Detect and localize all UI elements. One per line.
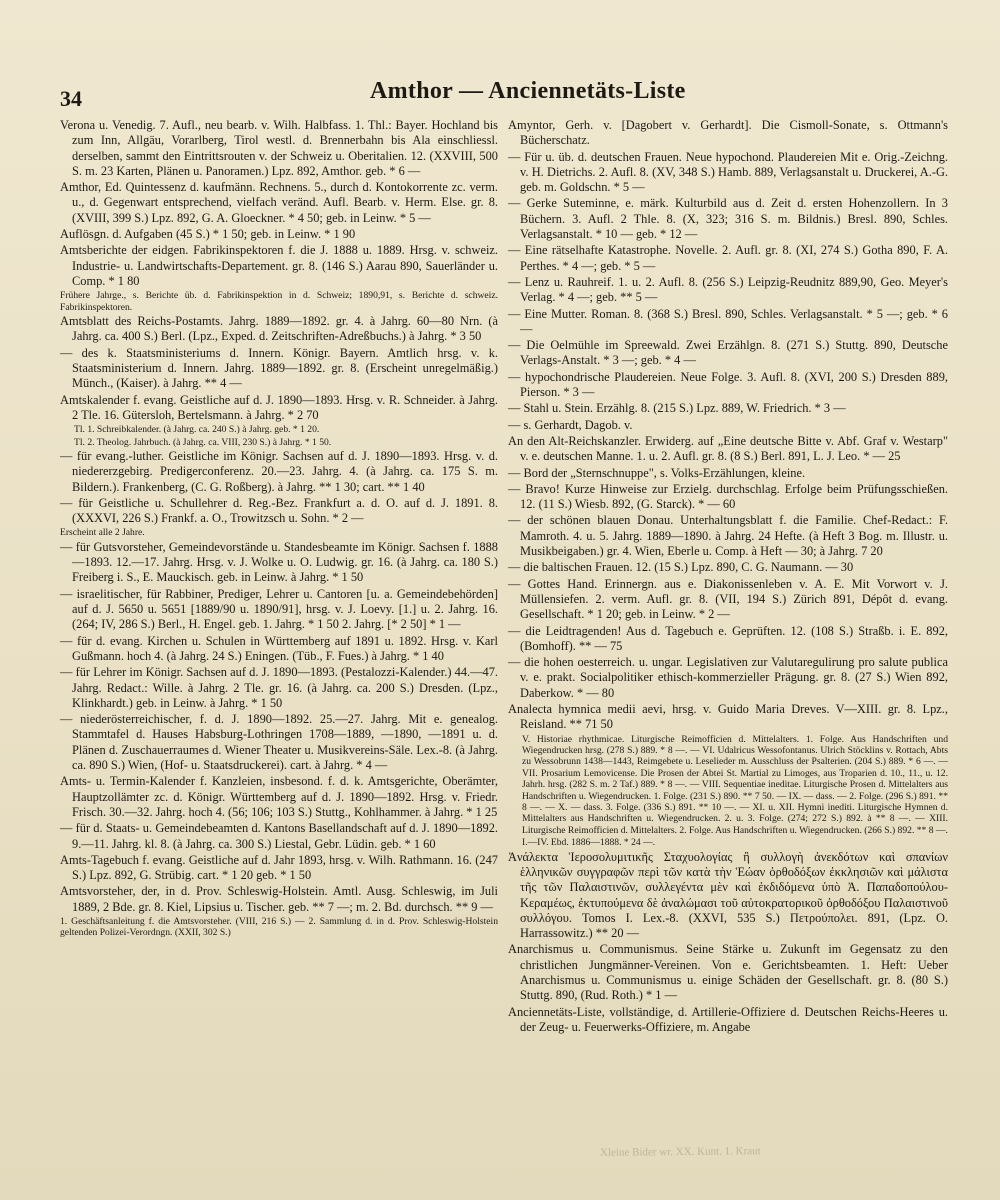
page-number: 34 (60, 86, 82, 111)
entry: — Für u. üb. d. deutschen Frauen. Neue hypochond. Plaudereien Mit e. Orig.-Zeichng. v. H. Dietrichs. 2. Aufl. 8. (XV, 348 S.) Hamb. 889, Verlagsanstalt u. Druckerei, A.-G. geb. m. Goldschn. * 5 — (508, 149, 948, 195)
entry: — für Gutsvorsteher, Gemeindevorstände u. Standesbeamte im Königr. Sachsen f. 1888—1893. 12.—17. Jahrg. Hrsg. v. J. Wolke u. O. Ludwig. gr. 16. (à Jahrg. ca. 180 S.) Freiberg i. S., E. Mauckisch. geb. in Leinw. à Jahrg. * 1 50 (60, 539, 498, 585)
entry: — die hohen oesterreich. u. ungar. Legislativen zur Valutaregulirung pro salute publica v. e. prakt. Socialpolitiker ethisch-kommerzieller Prägung. gr. 8. (27 S.) Wien 892, Daberkow. * — 80 (508, 655, 948, 700)
right-column (508, 118, 948, 1036)
entry: — Gottes Hand. Erinnergn. aus e. Diakonissenleben v. A. E. Mit Vorwort v. J. Müllensiefen. 2. verm. Aufl. gr. 8. (VII, 194 S.) Zürich 891, Dépôt d. evang. Gesellschaft. * 1 20; geb. in Leinw. * 2 — (508, 576, 948, 622)
entry: — Stahl u. Stein. Erzählg. 8. (215 S.) Lpz. 889, W. Friedrich. * 3 — (508, 401, 846, 416)
entry: Ἀνάλεκτα Ἱεροσολυμιτικῆς Σταχυολογίας ἢ συλλογὴ ἀνεκδότων καὶ σπανίων ἑλληνικῶν συγγραφῶν περὶ τῶν κατὰ τὴν Ἑώαν ὀρθοδόξων ἐκκλησιῶν καὶ μάλιστα τῆς τῶν Παλαιστινῶν, συλλεγέντα μὲν καὶ ἐκδιδόμενα ὑπὸ Ἀ. Παπαδοπούλου-Κεραμέως, ἐκτυπούμενα δὲ ἀναλώμασι τοῦ αὐτοκρατορικοῦ ὀρθοδόξου Παλαιστινοῦ συλλόγου. Tomos I. Lex.-8. (XXVI, 535 S.) Πετρούπολει. 891, (Lpz. O. Harrassowitz.) ** 20 — (508, 849, 948, 941)
entry: Amthor, Ed. Quintessenz d. kaufmänn. Rechnens. 5., durch d. Kontokorrente zc. verm. u., d. Gegenwart entsprechend, vielfach veränd. Aufl. Bearb. v. Herm. Else. gr. 8. (XVIII, 399 S.) Lpz. 892, G. A. Gloeckner. * 4 50; geb. in Leinw. * 5 — (60, 180, 498, 225)
footnote: Tl. 1. Schreibkalender. (à Jahrg. ca. 240 S.) à Jahrg. geb. * 1 20. (74, 424, 320, 436)
entry: — für Lehrer im Königr. Sachsen auf d. J. 1890—1893. (Pestalozzi-Kalender.) 44.—47. Jahrg. Redact.: Wille. à Jahrg. 2 Tle. gr. 16. (à Jahrg. ca. 200 S.) Dresden. (Lpz., Klinkhardt.) geb. in Leinw. à Jahrg. * 1 50 (60, 665, 498, 710)
entry: Amtsberichte der eidgen. Fabrikinspektoren f. die J. 1888 u. 1889. Hrsg. v. schweiz. Industrie- u. Landwirtschafts-Departement. gr. 8. (146 S.) Aarau 890, Sauerländer u. Comp. * 1 80 (60, 243, 498, 288)
entry: — Die Oelmühle im Spreewald. Zwei Erzählgn. 8. (271 S.) Stuttg. 890, Deutsche Verlags-Anstalt. * 3 —; geb. * 4 — (508, 338, 948, 368)
footnote: Frühere Jahrge., s. Berichte üb. d. Fabrikinspektion in d. Schweiz; 1890,91, s. Berichte d. schweiz. Fabrikinspektoren. (60, 290, 498, 313)
entry: — Bord der „Sternschnuppe", s. Volks-Erzählungen, kleine. (508, 465, 806, 480)
footnote: I.—IV. Ebd. 1886—1888. * 24 —. (522, 837, 656, 849)
entry: — die Leidtragenden! Aus d. Tagebuch e. Geprüften. 12. (108 S.) Straßb. i. E. 892, (Bomhoff). ** — 75 (508, 623, 948, 653)
entry: Amtskalender f. evang. Geistliche auf d. J. 1890—1893. Hrsg. v. R. Schneider. à Jahrg. 2 Tle. 16. Gütersloh, Bertelsmann. à Jahrg. * 2 70 (60, 392, 498, 422)
bleed-through-text: Xleine Bider wr. XX. Kunt. 1. Kraut (599, 1145, 761, 1159)
footnote: Tl. 2. Theolog. Jahrbuch. (à Jahrg. ca. VIII, 230 S.) à Jahrg. * 1 50. (74, 436, 332, 448)
entry: — hypochondrische Plaudereien. Neue Folge. 3. Aufl. 8. (XVI, 200 S.) Dresden 889, Pierson. * 3 — (508, 369, 948, 400)
entry: — Lenz u. Rauhreif. 1. u. 2. Aufl. 8. (256 S.) Leipzig-Reudnitz 889,90, Geo. Meyer's Verlag. * 4 —; geb. ** 5 — (508, 274, 948, 305)
entry: — für d. evang. Kirchen u. Schulen in Württemberg auf 1891 u. 1892. Hrsg. v. Karl Gußmann. hoch 4. (à Jahrg. 24 S.) Eningen. (Tüb., F. Fues.) à Jahrg. * 1 40 (60, 633, 498, 663)
left-column (60, 118, 498, 940)
footnote: V. Historiae rhythmicae. Liturgische Reimofficien d. Mittelalters. 1. Folge. Aus Handschriften und Wiegendrucken hrsg. (278 S.) 889. * 8 —. — VI. Udalricus Wessofontanus. Ulrich Stöcklins v. Rottach, Abts zu Wessobrunn 1438—1443, Reimgebete u. Leselieder m. Ausschluss der Psalterien. (204 S.) 889. * 6 —. — VII. Prosarium Lemovicense. Die Prosen der Abtei St. Martial zu Limoges, aus Troparien d. 10., 11., u. 12. Jahrh. hrsg. (282 S. m. 2 Taf.) 889. * 8 —. — VIII. Sequentiae ineditae. Liturgische Prosen d. Mittelalters aus Handschriften u. Wiegendrucken. 1. Folge. (231 S.) 890. ** 7 50. — IX. — dass. — 2. Folge. (296 S.) 891. ** 8 —. — X. — dass. 3. Folge. (336 S.) 891. ** 10 —. — XI. u. XII. Hymni inediti. Liturgische Hymnen d. Mittelalters aus Handschriften u. Wiegendrucken. 2. u. 3. Folge. (274; 272 S.) 892. à ** 8 —. — XIII. Liturgische Reimofficien d. Mittelalters. 2. Folge. Aus Handschriften u. Wiegendrucken. (266 S.) 892. ** 8 —. (522, 733, 948, 836)
footnote: Erscheint alle 2 Jahre. (60, 527, 145, 539)
entry: Auflösgn. d. Aufgaben (45 S.) * 1 50; geb. in Leinw. * 1 90 (60, 227, 356, 242)
entry: Amyntor, Gerh. v. [Dagobert v. Gerhardt]. Die Cismoll-Sonate, s. Ottmann's Bücherschatz. (508, 118, 948, 148)
entry: — für Geistliche u. Schullehrer d. Reg.-Bez. Frankfurt a. d. O. auf d. J. 1891. 8. (XXXVI, 226 S.) Frankf. a. O., Trowitzsch u. Sohn. * 2 — (60, 495, 498, 526)
entry: An den Alt-Reichskanzler. Erwiderg. auf „Eine deutsche Bitte v. Abf. Graf v. Westarp" v. e. deutschen Manne. 1. u. 2. Aufl. gr. 8. (8 S.) Berl. 891, L. J. Leo. * — 25 (508, 433, 948, 464)
entry: — für evang.-luther. Geistliche im Königr. Sachsen auf d. J. 1890—1893. Hrsg. v. d. niedererzgebirg. Predigerconferenz. 20.—23. Jahrg. 4. (à Jahrg. ca. 175 S. m. Bildern.). Frankenberg, (C. G. Roßberg). à Jahrg. ** 1 30; cart. ** 1 40 (60, 448, 498, 494)
entry: Amts- u. Termin-Kalender f. Kanzleien, insbesond. f. d. k. Amtsgerichte, Oberämter, Hauptzollämter zc. d. Königr. Württemberg auf d. J. 1890—1892. Hrsg. v. Friedr. Frisch. 30.—32. Jahrg. hoch 4. (56; 106; 103 S.) Stuttg., Kohlhammer. à Jahrg. * 1 25 (60, 774, 498, 819)
entry: Anarchismus u. Communismus. Seine Stärke u. Zukunft im Gegensatz zu den christlichen Jungmänner-Vereinen. Von e. Gerichtsbeamten. 1. Heft: Ueber Anarchismus u. Communismus u. einige Schäden der Gesellschaft. gr. 8. (80 S.) Stuttg. 890, (Rud. Roth.) * 1 — (508, 942, 948, 1003)
entry: Analecta hymnica medii aevi, hrsg. v. Guido Maria Dreves. V—XIII. gr. 8. Lpz., Reisland. ** 71 50 (508, 701, 948, 732)
entry: — Bravo! Kurze Hinweise zur Erzielg. durchschlag. Erfolge beim Prüfungsschießen. 12. (11 S.) Wiesb. 892, (G. Starck). * — 60 (508, 481, 948, 512)
footnote: 1. Geschäftsanleitung f. die Amtsvorsteher. (VIII, 216 S.) — 2. Sammlung d. in d. Prov. Schleswig-Holstein geltenden Polizei-Verordngn. (XXII, 302 S.) (60, 915, 498, 939)
entry: — der schönen blauen Donau. Unterhaltungsblatt f. die Familie. Chef-Redact.: F. Mamroth. 4. u. 5. Jahrg. 1889—1890. à Jahrg. 24 Hefte. (à Heft 3 Bog. m. Illustr. u. Musikbeigaben.) gr. 4. Wien, Eberle u. Comp. à Heft — 30; à Jahrg. 7 20 (508, 513, 948, 559)
entry: Amtsblatt des Reichs-Postamts. Jahrg. 1889—1892. gr. 4. à Jahrg. 60—80 Nrn. (à Jahrg. ca. 400 S.) Berl. (Lpz., Exped. d. Zeitschriften-Adreßbuchs.) à Jahrg. * 3 50 (60, 314, 498, 344)
entry: Anciennetäts-Liste, vollständige, d. Artillerie-Offiziere d. Deutschen Reichs-Heeres u. der Zeug- u. Feuerwerks-Offiziere, m. Angabe (508, 1004, 948, 1034)
entry: Amts-Tagebuch f. evang. Geistliche auf d. Jahr 1893, hrsg. v. Wilh. Rathmann. 16. (247 S.) Lpz. 892, G. Strübig. cart. * 1 20 geb. * 1 50 (60, 852, 498, 883)
entry: — niederösterreichischer, f. d. J. 1890—1892. 25.—27. Jahrg. Mit e. genealog. Stammtafel d. Hauses Habsburg-Lothringen 1708—1889, —1890, —1891 u. d. Plänen d. Zuschauerraumes d. Wiener Theater u. Musikvereins-Säle. Lex.-8. (à Jahrg. ca. 890 S.) Wien, (Hof- u. Staatsdruckerei). cart. à Jahrg. * 4 — (60, 712, 498, 773)
entry: — israelitischer, für Rabbiner, Prediger, Lehrer u. Cantoren [u. a. Gemeindebehörden] auf d. J. 5650 u. 5651 [1889/90 u. 1890/91], hrsg. v. J. Loevy. [1.] u. 2. Jahrg. 16. (264; IV, 286 S.) Berl., H. Engel. geb. 1. Jahrg. * 1 50 2. Jahrg. [* 2 50] * 1 — (60, 586, 498, 632)
entry: — s. Gerhardt, Dagob. v. (508, 417, 633, 432)
entry: Amtsvorsteher, der, in d. Prov. Schleswig-Holstein. Amtl. Ausg. Schleswig, im Juli 1889, 2 Bde. gr. 8. Kiel, Lipsius u. Tischer. geb. ** 7 —; m. 2. Bd. durchsch. ** 9 — (60, 884, 498, 914)
entry: Verona u. Venedig. 7. Aufl., neu bearb. v. Wilh. Halbfass. 1. Thl.: Bayer. Hochland bis zum Inn, Allgäu, Vorarlberg, Tirol westl. d. Brennerbahn bis Ala einschliessl. derselben, sammt den Eintrittsrouten v. der Schweiz u. Oberitalien. 12. (XXVIII, 500 S. m. 23 Karten, Plänen u. Panoramen.) Lpz. 892, Amthor. geb. * 6 — (60, 118, 498, 178)
entry: — Gerke Suteminne, e. märk. Kulturbild aus d. Zeit d. ersten Hohenzollern. In 3 Büchern. 3. Aufl. 2 Thle. 8. (X, 323; 316 S. m. Bildnis.) Bresl. 890, Schles. Verlagsanstalt. * 10 — geb. * 12 — (508, 196, 948, 242)
entry: — Eine rätselhafte Katastrophe. Novelle. 2. Aufl. gr. 8. (XI, 274 S.) Gotha 890, F. A. Perthes. * 4 —; geb. * 5 — (508, 243, 948, 273)
entry: — des k. Staatsministeriums d. Innern. Königr. Bayern. Amtlich hrsg. v. k. Staatsministerium d. Innern. Jahrg. 1889—1892. gr. 8. (Erscheint unregelmäßig.) Münch., (Kaiser). à Jahrg. ** 4 — (60, 345, 498, 391)
entry: — die baltischen Frauen. 12. (15 S.) Lpz. 890, C. G. Naumann. — 30 (508, 560, 854, 575)
page-title: Amthor — Anciennetäts-Liste (370, 78, 686, 104)
entry: — Eine Mutter. Roman. 8. (368 S.) Bresl. 890, Schles. Verlagsanstalt. * 5 —; geb. * 6 — (508, 306, 948, 336)
entry: — für d. Staats- u. Gemeindebeamten d. Kantons Basellandschaft auf d. J. 1890—1892. 9.—11. Jahrg. kl. 8. (à Jahrg. ca. 300 S.) Liestal, Gebr. Lüdin. geb. * 1 60 (60, 821, 498, 851)
